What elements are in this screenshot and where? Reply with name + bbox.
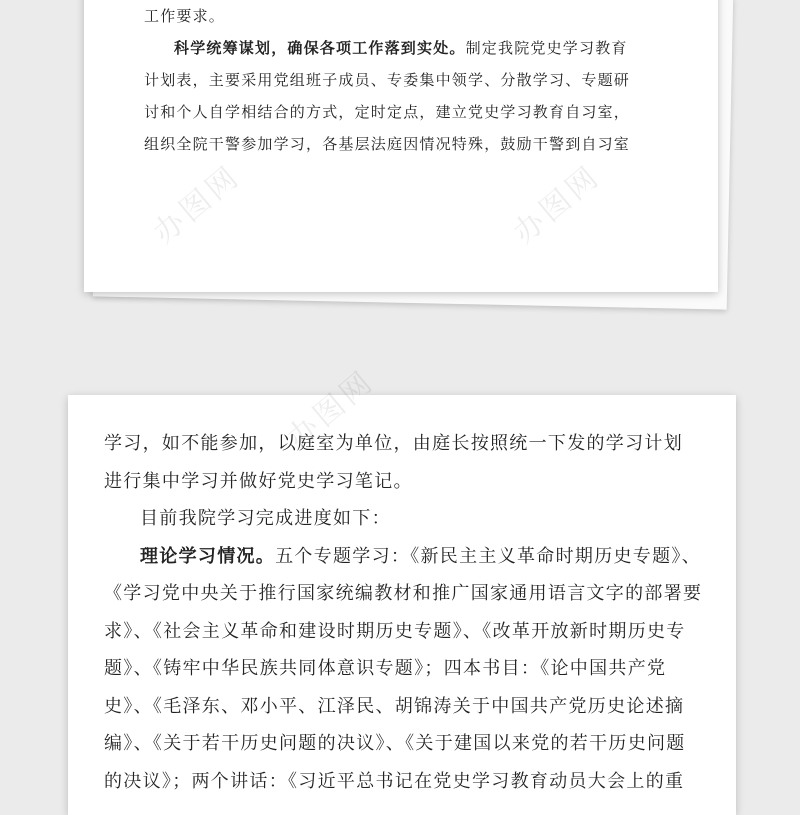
page1-line-5: 组织全院干警参加学习，各基层法庭因情况特殊，鼓励干警到自习室: [144, 135, 631, 153]
page1-line-1: 工作要求。: [144, 7, 226, 25]
page1-line-4: 讨和个人自学相结合的方式，定时定点，建立党史学习教育自习室，: [144, 103, 631, 121]
page2-line-2: 进行集中学习并做好党史学习笔记。: [104, 470, 413, 492]
page1-heading-bold: 科学统筹谋划，确保各项工作落到实处。: [174, 39, 466, 57]
page2-paragraph-progress: 目前我院学习完成进度如下：: [140, 508, 391, 529]
document-page-1: [84, 0, 718, 292]
watermark: 办图网: [280, 363, 382, 456]
page1-line-3: 计划表，主要采用党组班子成员、专委集中领学、分散学习、专题研: [144, 71, 631, 89]
page1-line-2: [144, 32, 664, 64]
page2-line-1: 学习，如不能参加，以庭室为单位，由庭长按照统一下发的学习计划: [104, 433, 683, 454]
watermark: 办图网: [506, 158, 608, 251]
page2-paragraph-theory: [104, 538, 704, 801]
page2-paragraph-theory-text: 五个专题学习：《新民主主义革命时期历史专题》、《学习党中央关于推行国家统编教材和推广国家通用语言文字的部署要求》、《社会主义革命和建设时期历史专题》、《改革开放新时期历史专题》、《铸牢中华民族共同体意识专题》；四本书目：《论中国共产党史》、《毛泽东、邓小平、江泽民、胡锦涛关于中国共产党历史论述摘编》、《关于若干历史问题的决议》、《关于建国以来党的若干历史问题的决议》；两个讲话：《习近平总书记在党史学习教育动员大会上的重: [104, 545, 703, 792]
document-page-2: [68, 363, 736, 815]
page1-body: [144, 0, 664, 160]
page1-line-2-rest: 制定我院党史学习教育: [465, 39, 628, 57]
page2-body: [104, 425, 704, 800]
page2-heading-bold: 理论学习情况。: [140, 545, 276, 567]
watermark: 办图网: [146, 158, 248, 251]
